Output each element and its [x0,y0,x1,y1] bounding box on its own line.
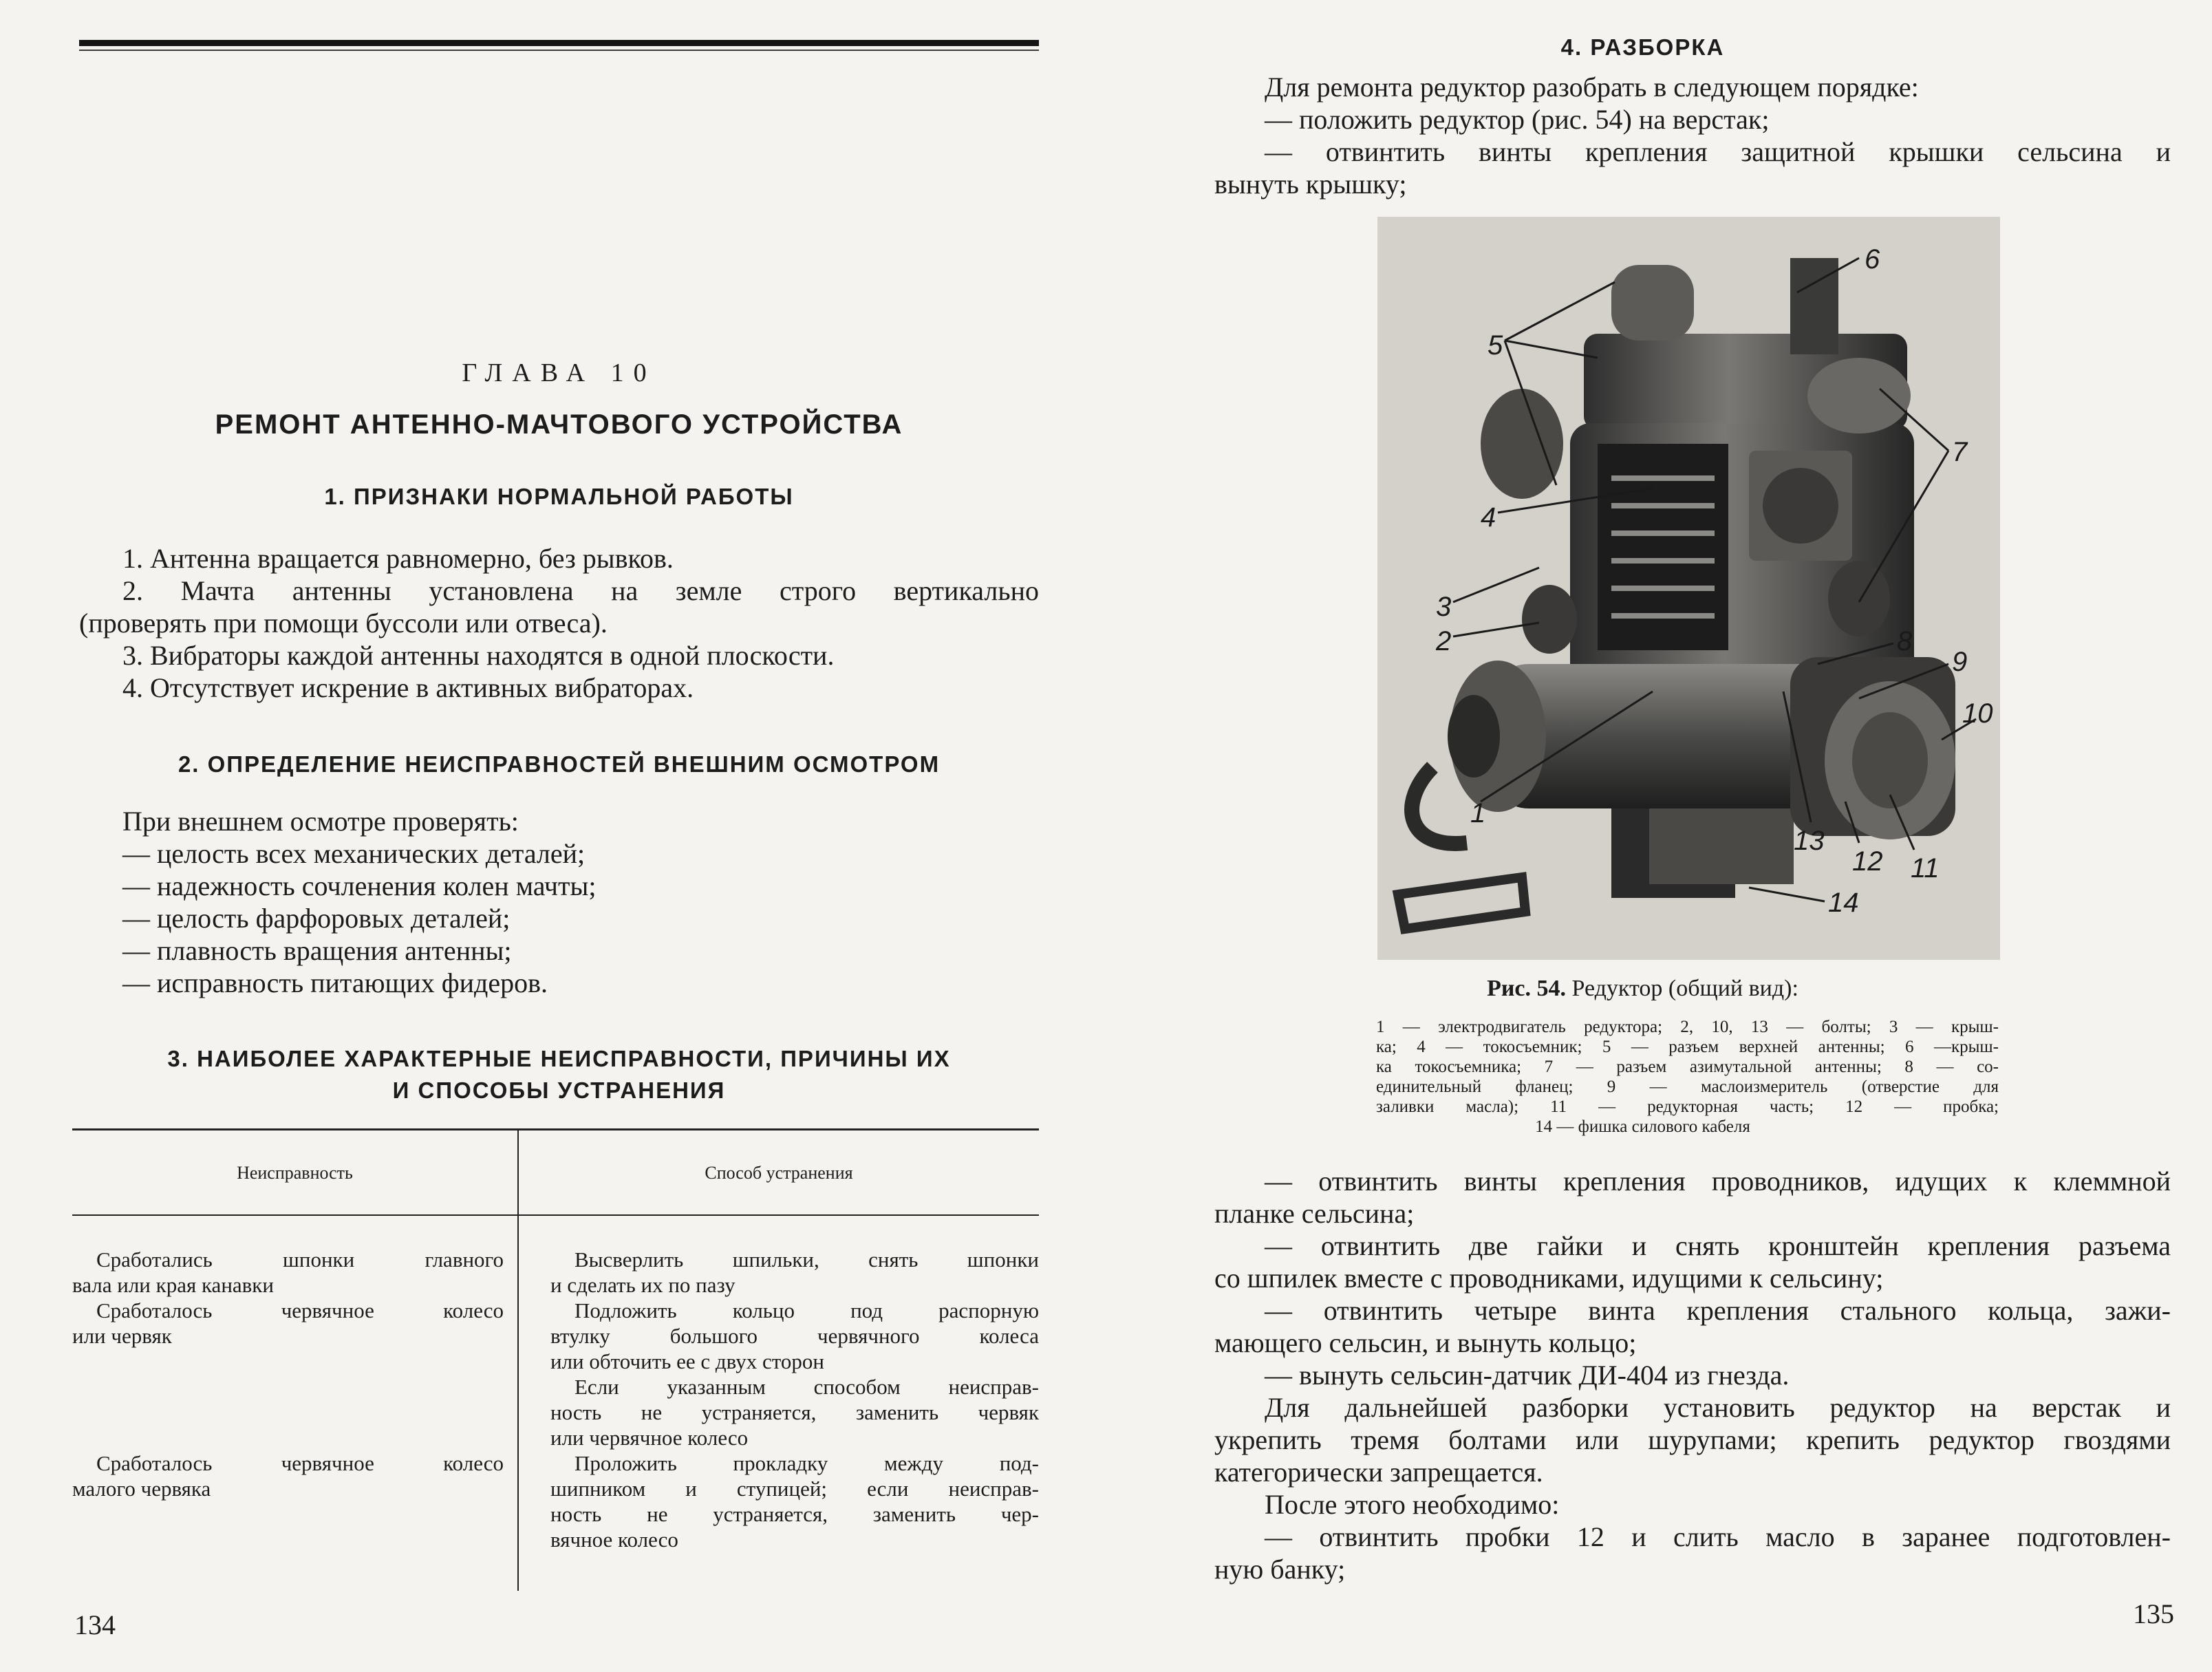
section2-item: — целость всех механических деталей; [122,838,586,869]
section1-line: 1. Антенна вращается равномерно, без рывков. [122,543,674,574]
body-line: категорически запрещается. [1214,1457,1543,1488]
body-line: — отвинтить две гайки и снять кронштейн крепления разъема [1265,1230,2171,1261]
body-line: укрепить тремя болтами или шурупами; крепить редуктор гвоздями [1214,1424,2171,1455]
table-cell-line: или червяк [72,1324,172,1348]
body-line: ную банку; [1214,1554,1346,1585]
body-line: После этого необходимо: [1265,1489,1560,1520]
legend-line: ка токосъемника; 7 — разъем азимутальной антенны; 8 — со- [1376,1058,1999,1076]
figure-title: Редуктор (общий вид): [1571,976,1798,1001]
table-cell-line: Сработалось червячное колесо [96,1451,504,1475]
callout-8: 8 [1897,626,1913,656]
section2-item: — исправность питающих фидеров. [122,967,548,998]
callout-6: 6 [1865,244,1880,275]
body-line: — отвинтить винты крепления защитной крышки сельсина и [1265,136,2171,167]
legend-line: 14 — фишка силового кабеля [1535,1117,1750,1136]
section3-title-line1: 3. НАИБОЛЕЕ ХАРАКТЕРНЫЕ НЕИСПРАВНОСТИ, ПРИЧИНЫ ИХ [167,1046,951,1071]
callout-11: 11 [1911,853,1940,883]
page-number: 134 [74,1609,116,1640]
section2-intro: При внешнем осмотре проверять: [122,806,519,837]
table-cell-line: вала или края канавки [72,1273,274,1297]
body-line: со шпилек вместе с проводниками, идущими к сельсину; [1214,1263,1884,1294]
section1-line: 4. Отсутствует искрение в активных вибраторах. [122,672,694,703]
body-line: Для ремонта редуктор разобрать в следующем порядке: [1265,72,1919,103]
callout-10: 10 [1962,698,1993,729]
legend-line: заливки масла); 11 — редукторная часть; 12 — пробка; [1376,1097,1999,1116]
table-cell-line: вячное колесо [550,1528,678,1552]
callout-5: 5 [1488,330,1503,361]
table-cell-line: или червячное колесо [550,1426,749,1450]
table-top-rule [72,1128,1039,1130]
legend-line: 1 — электродвигатель редуктора; 2, 10, 13 — болты; 3 — крыш- [1376,1018,1999,1036]
callout-13: 13 [1794,826,1825,856]
table-header-fault: Неисправность [237,1163,353,1183]
section1-title: 1. ПРИЗНАКИ НОРМАЛЬНОЙ РАБОТЫ [324,484,794,509]
section1-line: 2. Мачта антенны установлена на земле строго вертикально [122,575,1039,606]
left-page [0,0,1073,1672]
table-cell-line: и сделать их по пазу [550,1273,735,1297]
reducer-illustration [1377,217,2000,960]
right-page [1073,0,2212,1672]
figure-54-photo [1377,217,2000,960]
table-cell-line: или обточить ее с двух сторон [550,1349,824,1373]
chapter-label: ГЛАВА 10 [462,358,656,387]
callout-4: 4 [1481,502,1496,533]
table-cell-line: ность не устраняется, заменить чер- [550,1502,1039,1526]
section1-line: 3. Вибраторы каждой антенны находятся в одной плоскости. [122,640,835,671]
section2-item: — надежность сочленения колен мачты; [122,870,597,901]
callout-9: 9 [1952,647,1968,677]
body-line: — отвинтить пробки 12 и слить масло в заранее подготовлен- [1265,1521,2171,1552]
table-cell-line: Если указанным способом неисправ- [575,1375,1039,1399]
section4-title: 4. РАЗБОРКА [1560,34,1725,60]
table-cell-line: Подложить кольцо под распорную [575,1298,1039,1322]
callout-14: 14 [1828,888,1859,918]
table-cell-line: Высверлить шпильки, снять шпонки [575,1247,1039,1272]
body-line: планке сельсина; [1214,1198,1415,1229]
body-line: вынуть крышку; [1214,169,1407,200]
section1-line: (проверять при помощи буссоли или отвеса). [79,608,608,639]
callout-12: 12 [1852,846,1883,877]
table-cell-line: Проложить прокладку между под- [575,1451,1039,1475]
body-line: Для дальнейшей разборки установить редуктор на верстак и [1265,1392,2171,1423]
legend-line: ка; 4 — токосъемник; 5 — разъем верхней антенны; 6 —крыш- [1376,1038,1999,1056]
callout-7: 7 [1952,437,1968,467]
table-cell-line: малого червяка [72,1477,211,1501]
body-line: — отвинтить четыре винта крепления стального кольца, зажи- [1265,1295,2171,1326]
legend-line: единительный фланец; 9 — маслоизмеритель (отверстие для [1376,1078,1999,1096]
figure-caption-title [1073,976,2212,1002]
section3-title-line2: И СПОСОБЫ УСТРАНЕНИЯ [392,1078,726,1103]
table-body-divider [517,1216,519,1591]
top-rule-thin [79,50,1039,51]
body-line: — положить редуктор (рис. 54) на верстак; [1265,104,1770,135]
section2-item: — плавность вращения антенны; [122,935,512,966]
callout-1: 1 [1470,798,1486,828]
table-cell-line: Сработалось червячное колесо [96,1298,504,1322]
body-line: мающего сельсин, и вынуть кольцо; [1214,1327,1637,1358]
section2-item: — целость фарфоровых деталей; [122,903,511,934]
body-line: — вынуть сельсин-датчик ДИ-404 из гнезда. [1265,1360,1790,1391]
figure-label: Рис. 54. [1487,976,1567,1001]
top-rule [79,40,1039,46]
table-header-fix: Способ устранения [705,1163,853,1183]
table-cell-line: Сработались шпонки главного [96,1247,504,1272]
table-cell-line: втулку большого червячного колеса [550,1324,1039,1348]
body-line: — отвинтить винты крепления проводников, идущих к клеммной [1265,1166,2171,1197]
table-cell-line: шипником и ступицей; если неисправ- [550,1477,1039,1501]
callout-2: 2 [1436,626,1452,656]
callout-3: 3 [1436,592,1452,622]
table-cell-line: ность не устраняется, заменить червяк [550,1400,1039,1424]
section2-title: 2. ОПРЕДЕЛЕНИЕ НЕИСПРАВНОСТЕЙ ВНЕШНИМ ОСМОТРОМ [178,751,941,777]
chapter-title: РЕМОНТ АНТЕННО-МАЧТОВОГО УСТРОЙСТВА [215,409,903,440]
table-head-rule [72,1214,1039,1216]
page-number: 135 [2133,1598,2174,1629]
